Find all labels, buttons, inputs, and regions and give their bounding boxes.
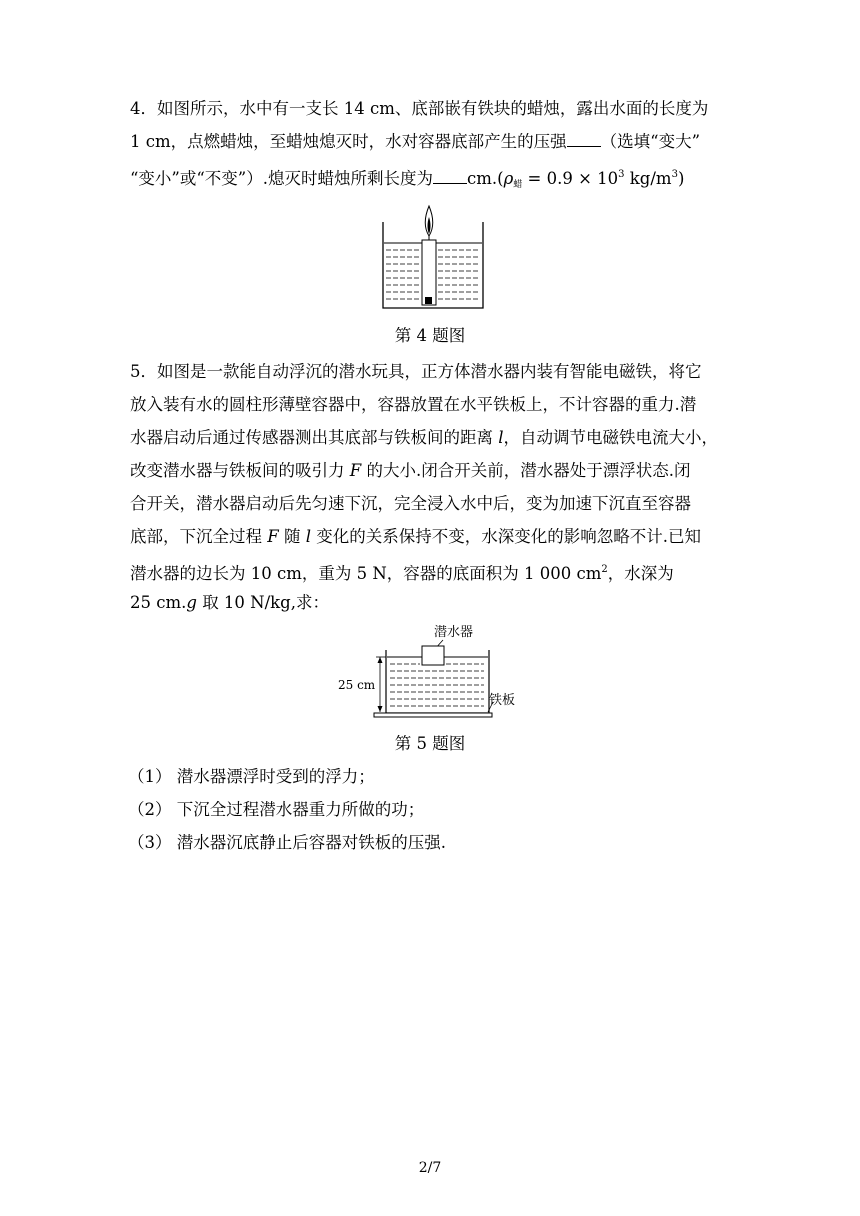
diver-label: 潜水器: [434, 625, 474, 640]
q5-line-3: 水器启动后通过传感器测出其底部与铁板间的距离: [130, 428, 493, 447]
question-4: [130, 92, 750, 191]
figure-5-caption: 第 5 题图: [394, 734, 466, 753]
var-l-2: l: [305, 527, 311, 546]
question-5: [130, 355, 750, 619]
q5-line-2: 放入装有水的圆柱形薄壁容器中，容器放置在水平铁板上，不计容器的重力.潜: [130, 395, 697, 414]
q5-line-6c: 变化的关系保持不变，水深变化的影响忽略不计.已知: [316, 527, 701, 546]
q4-density-unit: kg/m: [624, 169, 672, 188]
q4-unit: cm.(: [467, 169, 504, 188]
q5-line-5: 合开关，潜水器启动后先匀速下沉，完全浸入水中后，变为加速下沉直至容器: [130, 494, 691, 513]
sub-question-1: （1） 潜水器漂浮时受到的浮力；: [128, 767, 375, 786]
rho-symbol: ρ: [503, 169, 514, 188]
iron-block: [425, 297, 432, 304]
figure-4-caption: 第 4 题图: [394, 326, 466, 345]
q5-number: 5．: [130, 362, 157, 381]
arrow-down-icon: [378, 706, 383, 712]
water-hatching-5: [390, 664, 484, 706]
diver-cube: [422, 646, 444, 665]
q5-line-6: 底部，下沉全过程: [130, 527, 262, 546]
candle-figure: [380, 204, 486, 312]
var-l: l: [498, 428, 504, 447]
sub-questions: [128, 760, 748, 859]
q5-line-4b: 的大小.闭合开关前，潜水器处于漂浮状态.闭: [366, 461, 691, 480]
q4-exponent: 3: [618, 169, 625, 180]
area-exponent-2: 2: [601, 564, 608, 575]
depth-label: 25 cm: [338, 678, 376, 692]
q4-line-3: “变小”或“不变”）.熄灭时蜡烛所剩长度为: [130, 169, 433, 188]
q5-line-7b: ，水深为: [607, 564, 674, 583]
q5-line-8b: 取 10 N/kg,求：: [202, 593, 329, 612]
q4-unit-exponent: 3: [671, 169, 678, 180]
answer-blank-1[interactable]: [567, 132, 601, 147]
plate-label: 铁板: [489, 693, 516, 708]
q5-line-7: 潜水器的边长为 10 cm，重为 5 N，容器的底面积为 1 000 cm: [130, 564, 602, 583]
q4-line-2: 1 cm，点燃蜡烛，至蜡烛熄灭时，水对容器底部产生的压强: [130, 132, 567, 151]
var-F: F: [349, 461, 362, 480]
q4-line-1: 如图所示，水中有一支长 14 cm、底部嵌有铁块的蜡烛，露出水面的长度为: [157, 99, 709, 118]
q5-line-4: 改变潜水器与铁板间的吸引力: [130, 461, 345, 480]
q4-close-paren: ): [677, 169, 685, 188]
var-F-2: F: [267, 527, 279, 546]
rho-subscript: 蜡: [513, 180, 523, 190]
sub-question-3: （3） 潜水器沉底静止后容器对铁板的压强.: [128, 833, 446, 852]
q5-line-3b: ，自动调节电磁铁电流大小，: [503, 428, 719, 447]
answer-blank-2[interactable]: [433, 169, 467, 184]
q5-line-8: 25 cm.: [130, 593, 187, 612]
page-number: 2/7: [418, 1160, 442, 1176]
arrow-up-icon: [378, 657, 383, 663]
q5-line-1: 如图是一款能自动浮沉的潜水玩具，正方体潜水器内装有智能电磁铁，将它: [157, 362, 702, 381]
q5-line-6b: 随: [283, 527, 301, 546]
q4-line-2-choice: （选填“变大”: [600, 132, 701, 151]
var-g: g: [186, 593, 197, 612]
sub-question-2: （2） 下沉全过程潜水器重力所做的功；: [128, 800, 425, 819]
diver-figure: [338, 620, 528, 725]
q4-number: 4．: [130, 99, 157, 118]
candle: [422, 240, 436, 305]
iron-plate: [374, 713, 492, 717]
q4-density: = 0.9 × 10: [522, 169, 619, 188]
flame-inner-icon: [428, 217, 431, 234]
